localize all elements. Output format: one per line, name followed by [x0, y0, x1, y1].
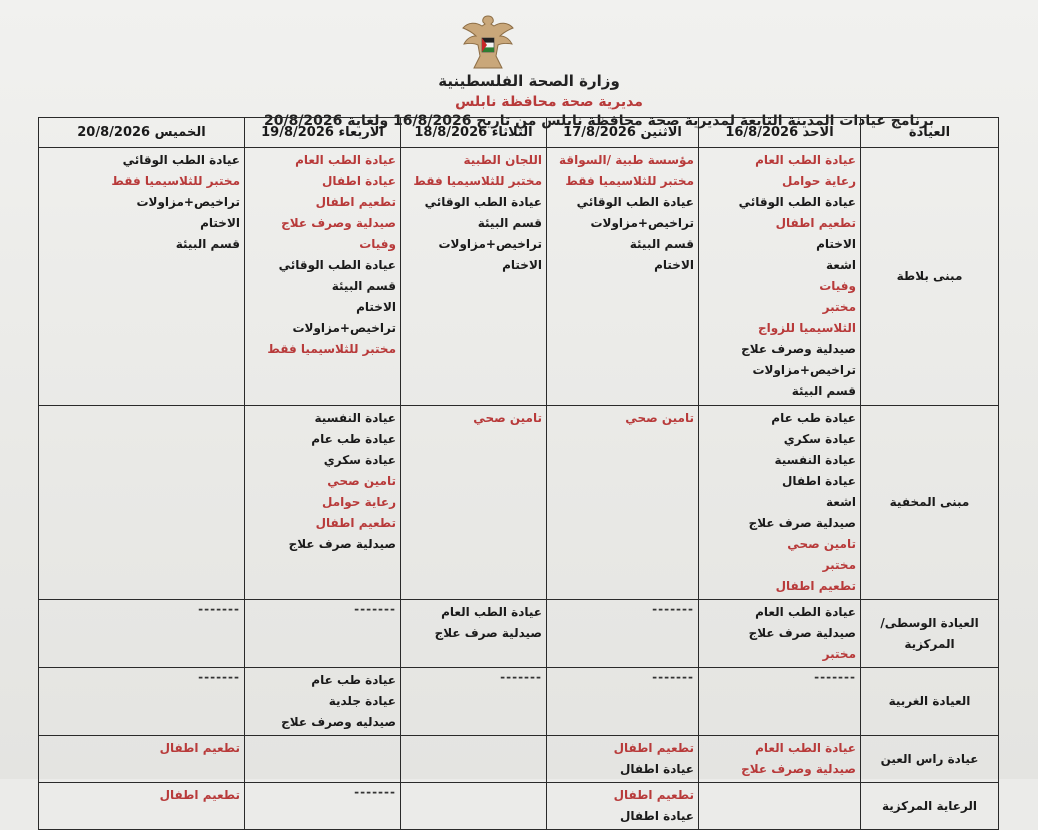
service-item: تطعيم اطفال: [315, 195, 396, 209]
empty-placeholder: -------: [354, 785, 396, 799]
schedule-cell: [699, 783, 861, 830]
service-item: وفيات: [359, 237, 396, 251]
schedule-cell: [547, 148, 699, 406]
service-item: الثلاسيميا للزواج: [757, 321, 856, 335]
service-item: مختبر للثلاسيميا فقط: [267, 342, 396, 356]
clinic-column-header: العيادة: [861, 118, 999, 148]
clinic-name-cell: العيادة الوسطى/المركزية: [861, 600, 999, 668]
table-row: [39, 668, 999, 736]
schedule-cell: [39, 783, 245, 830]
empty-placeholder: -------: [198, 602, 240, 616]
service-item: صيدلية صرف علاج: [748, 516, 856, 530]
service-item: قسم البيئة: [331, 279, 396, 293]
service-item: تامين صحي: [327, 474, 396, 488]
schedule-cell: [39, 668, 245, 736]
empty-placeholder: -------: [652, 670, 694, 684]
service-item: عيادة سكري: [783, 432, 856, 446]
service-item: عيادة الطب الوقائي: [122, 153, 240, 167]
schedule-cell: [401, 148, 547, 406]
schedule-cell: [245, 148, 401, 406]
service-item: عيادة النفسية: [774, 453, 856, 467]
schedule-cell: [39, 148, 245, 406]
service-item: اللجان الطبية: [463, 153, 542, 167]
service-item: قسم البيئة: [629, 237, 694, 251]
empty-placeholder: -------: [652, 602, 694, 616]
service-item: تراخيص+مزاولات: [136, 195, 240, 209]
schedule-cell: [699, 668, 861, 736]
service-item: تراخيص+مزاولات: [292, 321, 396, 335]
day-header-wednesday: الاربعاء 19/8/2026: [245, 118, 401, 148]
schedule-cell: [547, 668, 699, 736]
service-item: عيادة جلدية: [328, 694, 396, 708]
schedule-cell: [547, 600, 699, 668]
service-item: قسم البيئة: [477, 216, 542, 230]
schedule-cell: [245, 600, 401, 668]
service-item: تامين صحي: [625, 411, 694, 425]
service-item: الاختام: [200, 216, 240, 230]
service-item: عيادة طب عام: [311, 432, 396, 446]
schedule-cell: [401, 783, 547, 830]
service-item: الاختام: [816, 237, 856, 251]
service-item: تامين صحي: [473, 411, 542, 425]
table-row: [39, 600, 999, 668]
clinic-name-cell: العيادة الغربية: [861, 668, 999, 736]
service-item: عيادة طب عام: [311, 673, 396, 687]
service-item: تطعيم اطفال: [613, 741, 694, 755]
empty-placeholder: -------: [814, 670, 856, 684]
clinic-name-cell: الرعاية المركزية: [861, 783, 999, 830]
service-item: عيادة الطب الوقائي: [424, 195, 542, 209]
service-item: عيادة الطب العام: [441, 605, 542, 619]
service-item: مختبر: [822, 558, 856, 572]
service-item: وفيات: [819, 279, 856, 293]
service-item: صيدليه وصرف علاج: [281, 715, 396, 729]
service-item: تراخيص+مزاولات: [590, 216, 694, 230]
schedule-cell: [401, 406, 547, 600]
schedule-cell: [699, 406, 861, 600]
schedule-cell: [699, 148, 861, 406]
table-row: [39, 736, 999, 783]
service-item: عيادة اطفال: [322, 174, 396, 188]
day-header-thursday: الخميس 20/8/2026: [39, 118, 245, 148]
schedule-cell: [547, 736, 699, 783]
service-item: عيادة اطفال: [620, 762, 694, 776]
ministry-name: وزارة الصحة الفلسطينية: [438, 72, 620, 90]
service-item: مؤسسة طبية /السواقة: [559, 153, 694, 167]
service-item: عيادة الطب الوقائي: [576, 195, 694, 209]
directorate-name: مديرية صحة محافظة نابلس: [455, 94, 643, 110]
service-item: تطعيم اطفال: [775, 216, 856, 230]
service-item: مختبر: [822, 300, 856, 314]
service-item: صيدلية صرف علاج: [434, 626, 542, 640]
service-item: رعاية حوامل: [322, 495, 396, 509]
clinic-name-cell: مبنى بلاطة: [861, 148, 999, 406]
schedule-cell: [401, 600, 547, 668]
schedule-cell: [39, 736, 245, 783]
service-item: عيادة الطب العام: [755, 153, 856, 167]
service-item: تطعيم اطفال: [775, 579, 856, 593]
service-item: الاختام: [502, 258, 542, 272]
table-row: [39, 148, 999, 406]
schedule-cell: [401, 668, 547, 736]
schedule-cell: [39, 406, 245, 600]
service-item: عيادة الطب العام: [755, 605, 856, 619]
clinic-schedule-table: [38, 117, 999, 830]
service-item: اشعة: [826, 258, 856, 272]
service-item: عيادة الطب الوقائي: [738, 195, 856, 209]
service-item: تراخيص+مزاولات: [752, 363, 856, 377]
schedule-cell: [699, 600, 861, 668]
day-header-monday: الاثنين 17/8/2026: [547, 118, 699, 148]
schedule-cell: [245, 736, 401, 783]
empty-placeholder: -------: [354, 602, 396, 616]
table-row: [39, 783, 999, 830]
service-item: صيدلية وصرف علاج: [741, 762, 856, 776]
program-title: برنامج عيادات المدينة التابعة لمديرية صحة محافظة نابلس من تاريخ 16/8/2026 ولغاية 20/8/2026: [263, 113, 935, 129]
service-item: عيادة الطب العام: [295, 153, 396, 167]
clinic-name-cell: مبنى المخفية: [861, 406, 999, 600]
eagle-emblem-icon: [458, 10, 518, 72]
service-item: عيادة سكري: [323, 453, 396, 467]
service-item: قسم البيئة: [791, 384, 856, 398]
service-item: تطعيم اطفال: [315, 516, 396, 530]
service-item: مختبر للثلاسيميا فقط: [111, 174, 240, 188]
service-item: عيادة اطفال: [782, 474, 856, 488]
schedule-cell: [699, 736, 861, 783]
schedule-cell: [547, 406, 699, 600]
service-item: عيادة الطب الوقائي: [278, 258, 396, 272]
service-item: عيادة النفسية: [314, 411, 396, 425]
service-item: تطعيم اطفال: [613, 788, 694, 802]
day-header-sunday: الاحد 16/8/2026: [699, 118, 861, 148]
service-item: قسم البيئة: [175, 237, 240, 251]
schedule-cell: [245, 406, 401, 600]
service-item: عيادة طب عام: [771, 411, 856, 425]
service-item: تطعيم اطفال: [159, 741, 240, 755]
service-item: صيدلية صرف علاج: [288, 537, 396, 551]
service-item: مختبر للثلاسيميا فقط: [565, 174, 694, 188]
service-item: عيادة الطب العام: [755, 741, 856, 755]
empty-placeholder: -------: [500, 670, 542, 684]
table-row: [39, 406, 999, 600]
schedule-cell: [39, 600, 245, 668]
service-item: صيدلية وصرف علاج: [281, 216, 396, 230]
service-item: صيدلية صرف علاج: [748, 626, 856, 640]
service-item: تطعيم اطفال: [159, 788, 240, 802]
header-row: [39, 118, 999, 148]
clinic-name-cell: عيادة راس العين: [861, 736, 999, 783]
service-item: مختبر للثلاسيميا فقط: [413, 174, 542, 188]
schedule-cell: [547, 783, 699, 830]
service-item: تراخيص+مزاولات: [438, 237, 542, 251]
day-header-tuesday: الثلاثاء 18/8/2026: [401, 118, 547, 148]
service-item: عيادة اطفال: [620, 809, 694, 823]
service-item: مختبر: [822, 647, 856, 661]
service-item: تامين صحي: [787, 537, 856, 551]
schedule-cell: [245, 783, 401, 830]
service-item: رعاية حوامل: [782, 174, 856, 188]
empty-placeholder: -------: [198, 670, 240, 684]
service-item: صيدلية وصرف علاج: [741, 342, 856, 356]
schedule-cell: [245, 668, 401, 736]
service-item: الاختام: [654, 258, 694, 272]
schedule-cell: [401, 736, 547, 783]
service-item: الاختام: [356, 300, 396, 314]
service-item: اشعة: [826, 495, 856, 509]
